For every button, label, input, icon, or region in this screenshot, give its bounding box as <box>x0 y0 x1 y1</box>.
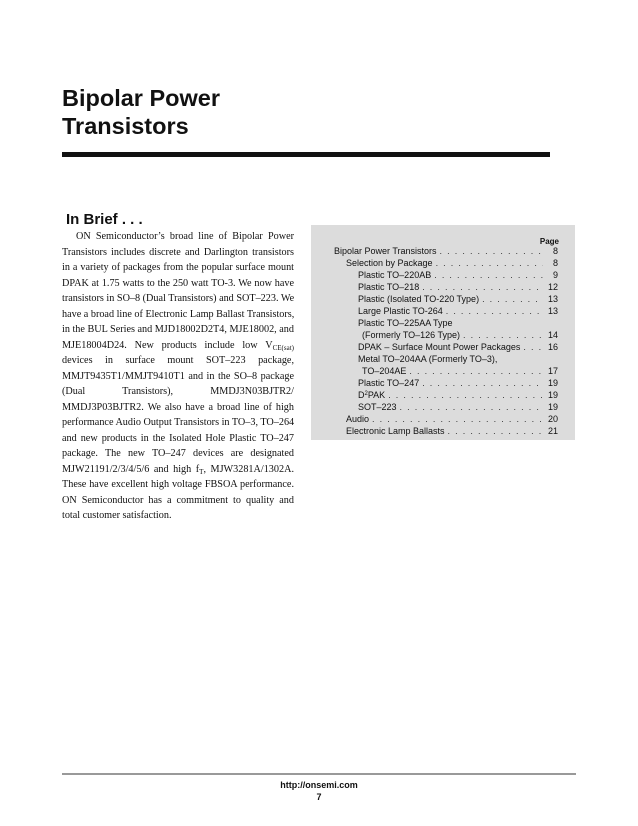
toc-entry-page: 13 <box>547 306 558 316</box>
toc-entry-text-part: D <box>358 390 365 400</box>
title-rule <box>62 152 550 157</box>
brief-line: DPAK at 1.75 watts to the 250 watt TO-3. We now have <box>62 277 294 289</box>
toc-entry-page: 17 <box>547 366 558 376</box>
brief-line: These have excellent high voltage FBSOA performance. <box>62 479 294 490</box>
toc-entry-text: Large Plastic TO-264 <box>358 306 443 316</box>
brief-line: (Dual Transistors), MMDJ3N03BJTR2/ <box>62 386 294 397</box>
toc-entry-page: 20 <box>547 414 558 424</box>
page-number: 7 <box>316 792 322 802</box>
brief-line-text: MJW21191/2/3/4/5/6 and high f <box>62 463 200 475</box>
toc-leader-dots <box>422 377 543 389</box>
toc-entry-text: Selection by Package <box>346 258 433 268</box>
toc-entry-text-part: PAK <box>367 390 386 400</box>
brief-line <box>62 462 294 478</box>
toc-entry-page: 14 <box>547 330 558 340</box>
toc-entry[interactable] <box>311 269 575 281</box>
footer-rule <box>62 773 576 775</box>
toc-entry-text: TO–204AE <box>362 366 407 376</box>
toc-entry-page: 9 <box>552 270 558 280</box>
toc-entry-text: Electronic Lamp Ballasts <box>346 426 445 436</box>
toc-entry[interactable] <box>311 341 575 353</box>
toc-entry-page: 12 <box>547 282 558 292</box>
table-of-contents <box>311 225 575 440</box>
toc-leader-dots <box>422 281 543 293</box>
toc-entry[interactable] <box>311 281 575 293</box>
page-title <box>62 84 220 140</box>
toc-entry-text: DPAK – Surface Mount Power Packages <box>358 342 521 352</box>
brief-line: MMDJ3P03BJTR2. We also have a broad line of high <box>62 401 294 413</box>
toc-page-header: Page <box>539 237 559 246</box>
vce-subscript: CE(sat) <box>272 343 294 352</box>
title-line-2: Transistors <box>62 113 189 139</box>
brief-line: in a variety of packages from the popular surface mount <box>62 262 294 273</box>
toc-entry-page: 8 <box>552 258 558 268</box>
toc-leader-dots <box>448 425 543 437</box>
brief-line: and new products in the Isolated Hole Plastic TO–247 <box>62 432 294 444</box>
brief-line: ON Semiconductor has a commitment to quality and <box>62 494 294 506</box>
brief-paragraph <box>62 229 294 524</box>
toc-leader-dots <box>523 341 543 353</box>
toc-entry-text: Plastic TO–220AB <box>358 270 432 280</box>
brief-line: in the BUL Series and MJD18002D2T4, MJE18002, and <box>62 324 294 335</box>
toc-leader-dots <box>434 269 543 281</box>
toc-entry-text: Plastic (Isolated TO-220 Type) <box>358 294 480 304</box>
toc-leader-dots <box>446 305 543 317</box>
toc-entry[interactable] <box>311 413 575 425</box>
toc-entry[interactable] <box>311 305 575 317</box>
brief-line: transistors in SO–8 (Dual Transistors) and SOT–223. We <box>62 293 295 304</box>
brief-line: have a broad line of Electronic Lamp Ballast Transistors, <box>62 308 295 320</box>
toc-entry[interactable] <box>311 329 575 341</box>
ft-subscript: T <box>199 467 204 476</box>
toc-entry-page: 13 <box>547 294 558 304</box>
toc-entry-text <box>358 389 388 401</box>
toc-entry[interactable] <box>311 317 575 329</box>
toc-leader-dots <box>440 245 543 257</box>
toc-leader-dots <box>436 257 543 269</box>
toc-leader-dots <box>400 401 543 413</box>
toc-entry-page: 19 <box>547 402 558 412</box>
toc-entry-text: SOT–223 <box>358 402 397 412</box>
toc-entry[interactable] <box>311 377 575 389</box>
toc-entry-page: 19 <box>547 378 558 388</box>
title-line-1: Bipolar Power <box>62 85 221 111</box>
toc-entry[interactable] <box>311 389 575 401</box>
toc-entry-page: 8 <box>552 246 558 256</box>
toc-entry-text: Bipolar Power Transistors <box>334 246 437 256</box>
brief-line: total customer satisfaction. <box>62 510 172 521</box>
toc-entry[interactable] <box>311 353 575 365</box>
footer-url-link[interactable]: http://onsemi.com <box>280 780 358 790</box>
brief-heading: In Brief . . . <box>66 211 143 228</box>
brief-line: devices in surface mount SOT–223 package, <box>62 355 294 366</box>
brief-line: package. The new TO–247 devices are designated <box>62 448 294 459</box>
toc-entry[interactable] <box>311 365 575 377</box>
brief-line: ON Semiconductor’s broad line of Bipolar Power <box>76 231 294 242</box>
toc-entry-text: Plastic TO–225AA Type <box>358 318 453 328</box>
toc-leader-dots <box>388 389 543 401</box>
toc-entry-page: 21 <box>547 426 558 436</box>
brief-line: performance Audio Output Transistors in TO–3, TO–264 <box>62 417 295 428</box>
toc-leader-dots <box>482 293 543 305</box>
toc-list <box>311 245 575 437</box>
brief-line-text: MJE18004D24. New products include low V <box>62 339 273 351</box>
brief-line <box>62 338 294 354</box>
toc-entry-superscript: 2 <box>364 391 368 397</box>
toc-entry[interactable] <box>311 293 575 305</box>
brief-line-text: , MJW3281A/1302A. <box>203 463 294 475</box>
toc-entry-text: Plastic TO–218 <box>358 282 420 292</box>
toc-entry[interactable] <box>311 425 575 437</box>
brief-line: MMJT9435T1/MMJT9410T1 and in the SO–8 package <box>62 370 294 382</box>
toc-entry-text: Metal TO–204AA (Formerly TO–3), <box>358 354 498 364</box>
toc-leader-dots <box>372 413 543 425</box>
toc-entry-page: 19 <box>547 390 558 400</box>
toc-leader-dots <box>463 329 543 341</box>
toc-entry-text: (Formerly TO–126 Type) <box>362 330 461 340</box>
toc-entry-text: Audio <box>346 414 370 424</box>
brief-line: Transistors includes discrete and Darlington transistors <box>62 246 294 258</box>
toc-entry-page: 16 <box>547 342 558 352</box>
toc-entry[interactable] <box>311 401 575 413</box>
toc-leader-dots <box>409 365 543 377</box>
toc-entry[interactable] <box>311 245 575 257</box>
toc-entry[interactable] <box>311 257 575 269</box>
toc-entry-text: Plastic TO–247 <box>358 378 420 388</box>
